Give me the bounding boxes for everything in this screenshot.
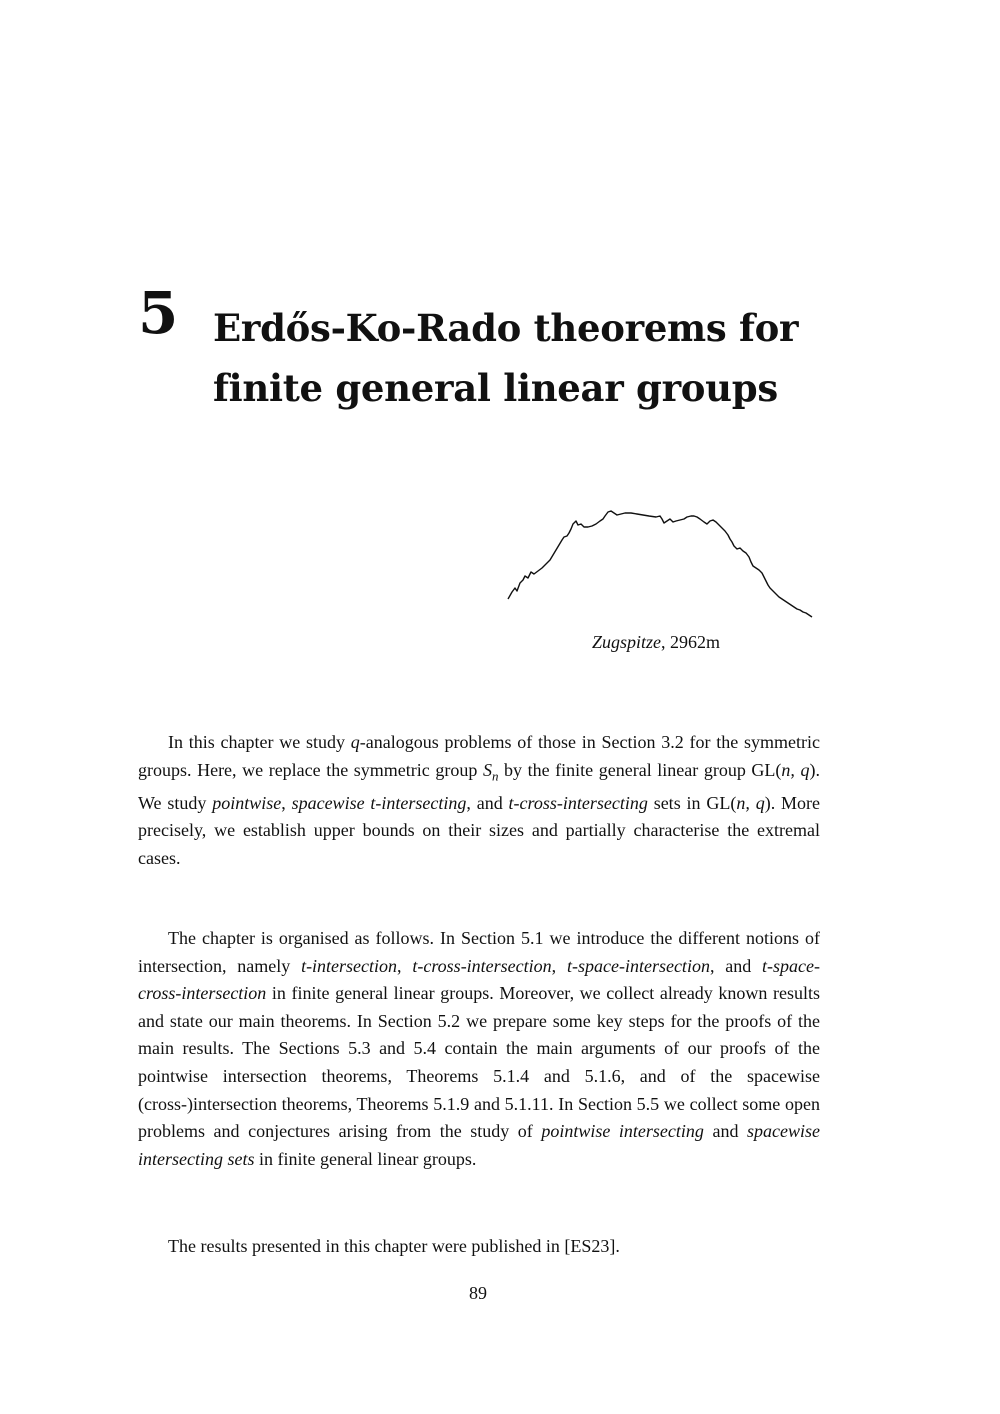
chapter-title: Erdős-Ko-Rado theorems for finite general linear groups: [213, 306, 799, 410]
caption-place: Zugspitze: [592, 632, 662, 652]
text-run: , and: [466, 792, 509, 813]
epigraph-caption: [592, 630, 720, 654]
italic-run: t-cross-intersection: [412, 955, 552, 976]
text-run: in finite general linear groups. Moreover, we collect already known results and state our main theorems. In Section 5.2 we prepare some key steps for the proofs of the main results. The Sections 5.3 and 5.4 contain the main arguments of our proofs of the pointwise intersection theorems, Theorems 5.1.4 and 5.1.6, and of the spacewise (cross-)intersection theorems, Theorems 5.1.9 and 5.1.11. In Section 5.5 we collect some open problems and conjectures arising from the study of: [138, 983, 820, 1142]
italic-run: n, q: [736, 792, 765, 813]
italic-run: pointwise intersecting: [541, 1121, 704, 1142]
italic-run: t-space-cross-intersection: [138, 955, 821, 1004]
text-run: The results presented in this chapter were published in [ES23].: [168, 1236, 620, 1256]
italic-run: S: [482, 759, 492, 780]
mountain-illustration: [500, 500, 820, 630]
text-run: in finite general linear groups.: [254, 1148, 477, 1169]
italic-run: t-space-intersection: [566, 955, 710, 976]
text-run: , and: [709, 955, 763, 976]
outline-paragraph: [138, 925, 820, 1173]
caption-altitude: , 2962m: [661, 632, 721, 652]
page-number: 89: [469, 1283, 487, 1303]
subscript-run: n: [491, 768, 499, 784]
text-run: ,: [397, 955, 413, 976]
mountain-silhouette: [508, 511, 812, 617]
italic-run: q: [350, 732, 360, 752]
text-run: -analogous problems of those in Section 3.2 for the symmetric groups. Here, we replace the symmetric group: [138, 732, 820, 780]
text-run: and: [703, 1121, 748, 1142]
text-run: The chapter is organised as follows. In Section 5.1 we introduce the different notions of intersection, namely: [138, 928, 820, 976]
publication-paragraph: [138, 1233, 820, 1261]
text-run: In this chapter we study: [168, 732, 351, 752]
text-run: ). More precisely, we establish upper bounds on their sizes and partially characterise the extremal cases.: [138, 792, 821, 868]
italic-run: t-intersection: [301, 955, 398, 976]
italic-run: n, q: [781, 759, 810, 780]
italic-run: spacewise intersecting sets: [138, 1121, 820, 1169]
text-run: sets in GL(: [647, 792, 737, 813]
chapter-number: 5: [138, 279, 179, 347]
italic-run: t-cross-intersecting: [508, 792, 648, 813]
text-run: by the finite general linear group GL(: [498, 759, 782, 780]
italic-run: pointwise: [212, 792, 282, 813]
text-run: ,: [281, 792, 292, 813]
text-run: ,: [551, 955, 567, 976]
text-run: ). We study: [138, 759, 821, 813]
italic-run: spacewise t-intersecting: [291, 792, 467, 813]
intro-paragraph: [138, 729, 820, 873]
